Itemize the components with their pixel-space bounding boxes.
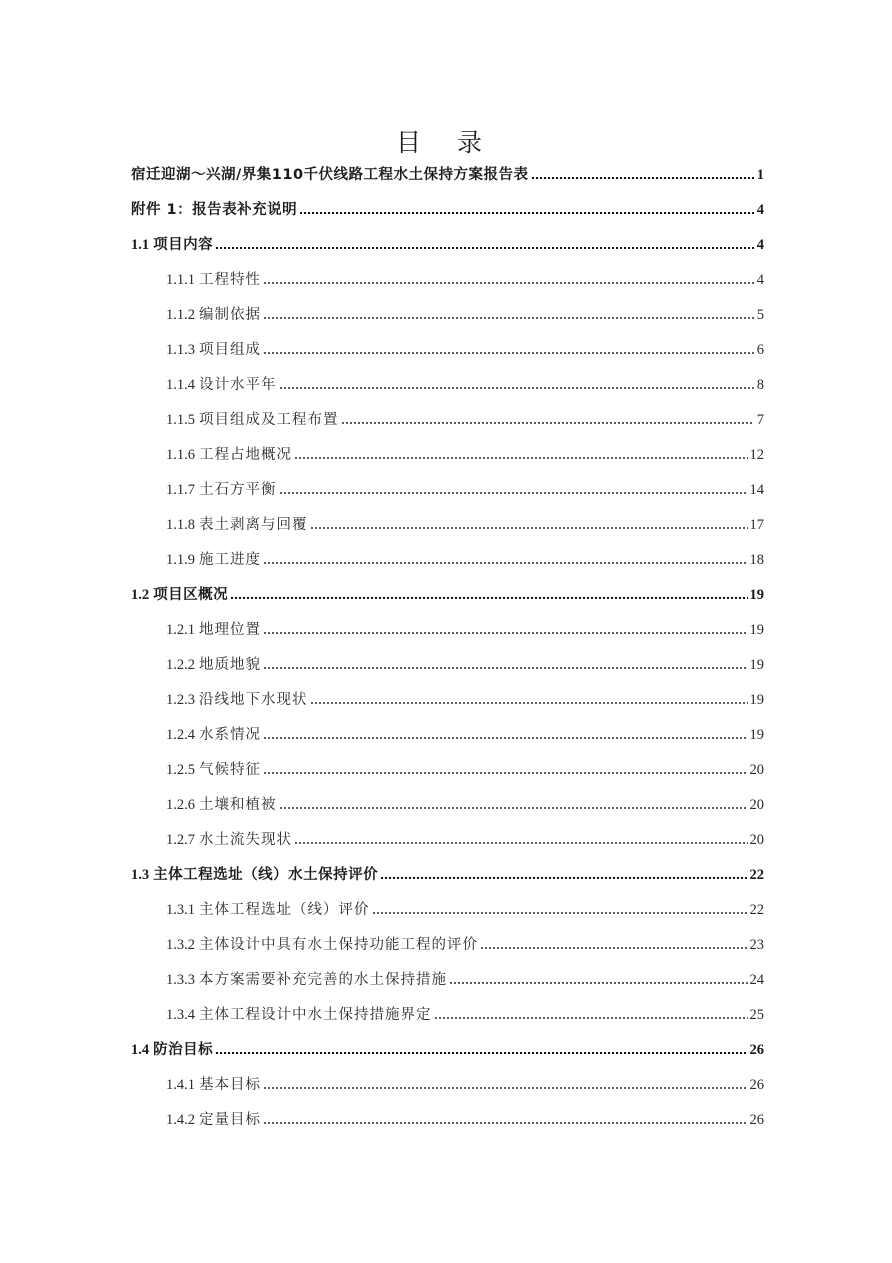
toc-subsection-entry[interactable] [0,647,892,682]
toc-dot-leader [263,737,748,739]
toc-entry-label: 主体工程选址（线）评价 [199,901,370,918]
toc-entry-number: 1.3.1 [166,901,195,918]
toc-page-number: 19 [749,586,764,603]
toc-subsection-entry[interactable] [0,822,892,857]
toc-entry-label: 沿线地下水现状 [199,691,308,708]
toc-dot-leader [310,702,748,704]
toc-page-number: 20 [749,796,764,813]
toc-subsection-entry[interactable] [0,367,892,402]
toc-page-number: 22 [749,866,764,883]
toc-page-number: 7 [756,411,764,428]
toc-subsection-entry[interactable] [0,1067,892,1102]
toc-entry-label: 编制依据 [199,306,261,323]
toc-subsection-entry[interactable] [0,997,892,1032]
toc-page-number: 23 [749,936,764,953]
toc-entry-number: 1.2.1 [166,621,195,638]
toc-page-number: 22 [749,901,764,918]
toc-page-number: 19 [749,621,764,638]
toc-dot-leader [215,247,754,249]
toc-section-entry[interactable] [0,157,892,192]
toc-entry-number: 1.3.3 [166,971,195,988]
toc-section-entry[interactable] [0,857,892,892]
toc-entry-label: 项目组成及工程布置 [199,411,339,428]
toc-entry-number: 1.1.9 [166,551,195,568]
toc-page-number: 26 [749,1041,764,1058]
toc-page-number: 19 [749,691,764,708]
toc-entry-number: 1.1 [131,236,150,253]
toc-dot-leader [263,352,754,354]
toc-subsection-entry[interactable] [0,262,892,297]
toc-page-number: 1 [756,166,764,183]
toc-page-number: 19 [749,656,764,673]
toc-page-number: 17 [749,516,764,533]
toc-subsection-entry[interactable] [0,717,892,752]
toc-page-number: 14 [749,481,764,498]
toc-entry-label: 气候特征 [199,761,261,778]
toc-entry-number: 1.2.6 [166,796,195,813]
toc-entry-label: 定量目标 [199,1111,261,1128]
toc-dot-leader [263,282,754,284]
toc-entry-number: 1.1.3 [166,341,195,358]
toc-entry-number: 1.1.1 [166,271,195,288]
toc-page-number: 20 [749,831,764,848]
toc-dot-leader [263,1087,748,1089]
toc-dot-leader [341,422,755,424]
toc-entry-label: 主体设计中具有水土保持功能工程的评价 [199,936,478,953]
toc-subsection-entry[interactable] [0,297,892,332]
toc-page-number: 4 [756,271,764,288]
toc-entry-number: 1.2.3 [166,691,195,708]
toc-subsection-entry[interactable] [0,787,892,822]
toc-page-number: 19 [749,726,764,743]
toc-entry-number: 1.3.2 [166,936,195,953]
toc-entry-label: 项目区概况 [153,586,229,603]
toc-entry-label: 本方案需要补充完善的水土保持措施 [199,971,447,988]
toc-dot-leader [263,632,748,634]
toc-subsection-entry[interactable] [0,752,892,787]
toc-dot-leader [263,317,754,319]
toc-page-number: 8 [756,376,764,393]
toc-entry-label: 项目内容 [153,236,214,253]
toc-entry-number: 1.1.5 [166,411,195,428]
toc-dot-leader [480,947,748,949]
toc-subsection-entry[interactable] [0,437,892,472]
toc-page-number: 4 [756,201,764,218]
toc-subsection-entry[interactable] [0,402,892,437]
toc-page-number: 25 [749,1006,764,1023]
toc-page-number: 6 [756,341,764,358]
toc-subsection-entry[interactable] [0,1102,892,1137]
toc-entry-label: 宿迁迎湖～兴湖/界集110千伏线路工程水土保持方案报告表 [131,166,529,183]
toc-entry-number: 1.2.4 [166,726,195,743]
toc-subsection-entry[interactable] [0,612,892,647]
toc-entry-label: 设计水平年 [199,376,277,393]
toc-page-number: 26 [749,1111,764,1128]
toc-entry-label: 项目组成 [199,341,261,358]
toc-page-number: 5 [756,306,764,323]
toc-subsection-entry[interactable] [0,892,892,927]
toc-entry-number: 1.4.2 [166,1111,195,1128]
toc-entry-label: 土壤和植被 [199,796,277,813]
toc-dot-leader [263,562,748,564]
toc-entry-label: 工程占地概况 [199,446,292,463]
toc-entry-label: 土石方平衡 [199,481,277,498]
toc-entry-number: 1.2.7 [166,831,195,848]
toc-subsection-entry[interactable] [0,962,892,997]
toc-entry-number: 1.4.1 [166,1076,195,1093]
toc-page-number: 24 [749,971,764,988]
toc-entry-number: 1.3.4 [166,1006,195,1023]
toc-dot-leader [294,842,748,844]
toc-dot-leader [310,527,748,529]
toc-entry-label: 工程特性 [199,271,261,288]
toc-subsection-entry[interactable] [0,472,892,507]
toc-entry-label: 地理位置 [199,621,261,638]
toc-entry-number: 1.1.8 [166,516,195,533]
toc-entry-label: 施工进度 [199,551,261,568]
toc-section-entry[interactable] [0,227,892,262]
toc-page-number: 12 [749,446,764,463]
toc-dot-leader [380,877,747,879]
toc-page-number: 4 [756,236,764,253]
toc-dot-leader [263,667,748,669]
toc-entry-label: 水系情况 [199,726,261,743]
toc-entry-number: 1.2 [131,586,150,603]
toc-entry-label: 附件 1：报告表补充说明 [131,201,298,218]
toc-section-entry[interactable] [0,192,892,227]
toc-dot-leader [279,807,748,809]
toc-entry-label: 防治目标 [153,1041,214,1058]
toc-dot-leader [372,912,748,914]
toc-entry-number: 1.1.6 [166,446,195,463]
toc-dot-leader [279,387,755,389]
toc-title: 目 录 [396,128,496,157]
toc-page-number: 26 [749,1076,764,1093]
toc-section-entry[interactable] [0,1032,892,1067]
toc-dot-leader [263,1122,748,1124]
toc-entry-label: 主体工程设计中水土保持措施界定 [199,1006,432,1023]
toc-entry-label: 水土流失现状 [199,831,292,848]
toc-entry-number: 1.3 [131,866,150,883]
toc-page-number: 18 [749,551,764,568]
toc-dot-leader [449,982,748,984]
toc-subsection-entry[interactable] [0,927,892,962]
toc-entry-label: 地质地貌 [199,656,261,673]
toc-entry-label: 基本目标 [199,1076,261,1093]
toc-entry-number: 1.1.4 [166,376,195,393]
toc-dot-leader [299,212,754,214]
toc-dot-leader [230,597,747,599]
toc-dot-leader [279,492,748,494]
toc-entry-number: 1.2.2 [166,656,195,673]
toc-dot-leader [263,772,748,774]
toc-list [0,157,892,1137]
toc-entry-number: 1.1.7 [166,481,195,498]
toc-subsection-entry[interactable] [0,332,892,367]
toc-entry-label: 表土剥离与回覆 [199,516,308,533]
toc-section-entry[interactable] [0,577,892,612]
toc-subsection-entry[interactable] [0,542,892,577]
toc-dot-leader [294,457,748,459]
toc-dot-leader [531,177,754,179]
toc-entry-number: 1.1.2 [166,306,195,323]
toc-subsection-entry[interactable] [0,507,892,542]
toc-page-number: 20 [749,761,764,778]
toc-entry-number: 1.4 [131,1041,150,1058]
toc-entry-label: 主体工程选址（线）水土保持评价 [153,866,379,883]
toc-entry-number: 1.2.5 [166,761,195,778]
toc-dot-leader [434,1017,748,1019]
toc-subsection-entry[interactable] [0,682,892,717]
toc-dot-leader [215,1052,747,1054]
